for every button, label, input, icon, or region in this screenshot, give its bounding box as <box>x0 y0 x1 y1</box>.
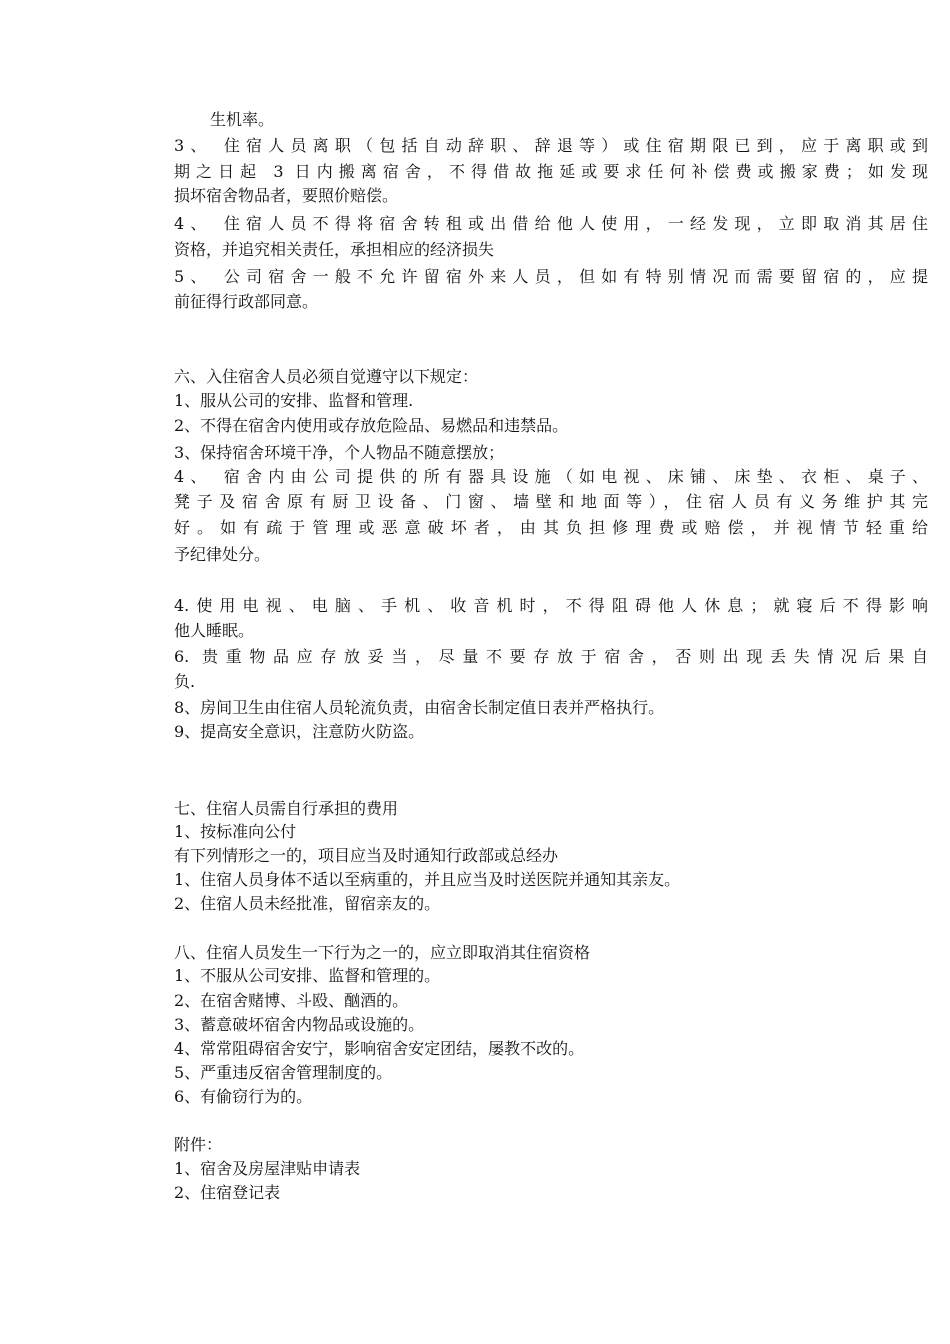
list-item: 1、按标准向公付 <box>174 822 297 841</box>
text-line: 3、 住宿人员离职（包括自动辞职、辞退等）或住宿期限已到，应于离职或到 <box>174 136 928 155</box>
text-line: 凳子及宿舍原有厨卫设备、门窗、墙壁和地面等），住宿人员有义务维护其完 <box>174 492 928 511</box>
list-item: 1、服从公司的安排、监督和管理. <box>174 391 414 410</box>
text-line: 5、 公司宿舍一般不允许留宿外来人员，但如有特别情况而需要留宿的，应提 <box>174 267 928 286</box>
list-item: 2、不得在宿舍内使用或存放危险品、易燃品和违禁品。 <box>174 416 569 435</box>
list-item: 6. 贵重物品应存放妥当，尽量不要存放于宿舍，否则出现丢失情况后果自 <box>174 647 928 666</box>
list-item: 3、保持宿舍环境干净，个人物品不随意摆放； <box>174 443 505 462</box>
list-item: 8、房间卫生由住宿人员轮流负责，由宿舍长制定值日表并严格执行。 <box>174 698 665 717</box>
section-heading: 七、住宿人员需自行承担的费用 <box>174 799 399 818</box>
section-heading: 八、住宿人员发生一下行为之一的，应立即取消其住宿资格 <box>174 943 591 962</box>
text-line: 好。如有疏于管理或恶意破坏者，由其负担修理费或赔偿，并视情节轻重给 <box>174 518 928 537</box>
text-line: 生机率。 <box>210 110 275 129</box>
list-item: 9、提高安全意识，注意防火防盗。 <box>174 722 425 741</box>
list-item: 2、住宿人员未经批准，留宿亲友的。 <box>174 894 441 913</box>
text-line: 资格，并追究相关责任，承担相应的经济损失 <box>174 240 495 259</box>
text-line: 前征得行政部同意。 <box>174 292 319 311</box>
list-item: 3、蓄意破坏宿舍内物品或设施的。 <box>174 1015 425 1034</box>
list-item: 5、严重违反宿舍管理制度的。 <box>174 1063 393 1082</box>
section-heading: 附件： <box>174 1135 223 1154</box>
text-line: 负. <box>174 672 196 691</box>
text-line: 有下列情形之一的，项目应当及时通知行政部或总经办 <box>174 846 559 865</box>
list-item: 1、宿舍及房屋津贴申请表 <box>174 1159 361 1178</box>
text-line: 损坏宿舍物品者，要照价赔偿。 <box>174 186 399 205</box>
list-item: 4、 宿舍内由公司提供的所有器具设施（如电视、床铺、床垫、衣柜、桌子、 <box>174 467 928 486</box>
text-line: 4、 住宿人员不得将宿舍转租或出借给他人使用，一经发现，立即取消其居住 <box>174 214 928 233</box>
list-item: 2、住宿登记表 <box>174 1183 281 1202</box>
section-heading: 六、入住宿舍人员必须自觉遵守以下规定： <box>174 367 479 386</box>
list-item: 1、不服从公司安排、监督和管理的。 <box>174 966 441 985</box>
text-line: 予纪律处分。 <box>174 545 271 564</box>
list-item: 4、常常阻碍宿舍安宁，影响宿舍安定团结，屡教不改的。 <box>174 1039 585 1058</box>
list-item: 4.使用电视、电脑、手机、收音机时，不得阻碍他人休息；就寝后不得影响 <box>174 596 928 615</box>
list-item: 2、在宿舍赌博、斗殴、酗酒的。 <box>174 991 409 1010</box>
list-item: 1、住宿人员身体不适以至病重的，并且应当及时送医院并通知其亲友。 <box>174 870 681 889</box>
text-line: 他人睡眠。 <box>174 621 255 640</box>
text-line: 期之日起 3 日内搬离宿舍，不得借故拖延或要求任何补偿费或搬家费；如发现 <box>174 162 928 181</box>
list-item: 6、有偷窃行为的。 <box>174 1087 313 1106</box>
